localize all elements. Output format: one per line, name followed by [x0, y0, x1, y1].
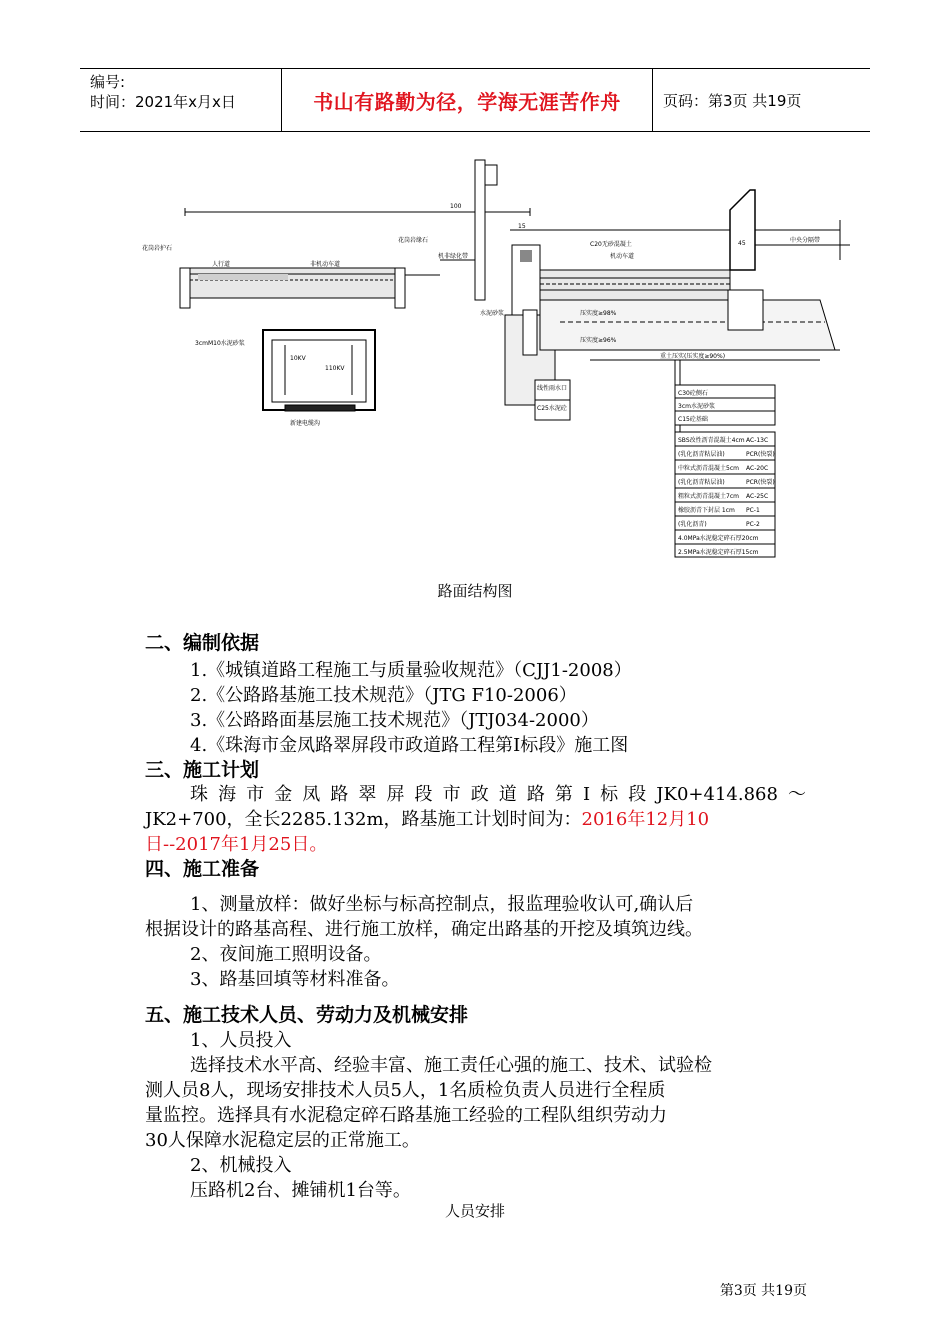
- s5-p1-line-2: 测人员8人，现场安排技术人员5人，1名质检负责人员进行全程质: [145, 1080, 666, 1101]
- time-label: 时间：2021年x月x日: [90, 93, 236, 111]
- legend-code-2: AC-20C: [746, 465, 769, 472]
- label-conc: C20无砂混凝土: [590, 241, 632, 248]
- label-dim1: 100: [450, 203, 462, 210]
- s4-p1-line-2: 根据设计的路基高程、进行施工放样，确定出路基的开挖及填筑边线。: [145, 919, 703, 940]
- legend-code-6: PC-2: [746, 521, 760, 528]
- road-structure-drawing: [140, 150, 850, 570]
- curb-legend-3: C15砼基础: [678, 416, 708, 423]
- motto: 书山有路勤为径，学海无涯苦作舟: [313, 89, 621, 114]
- label-grate: 线性雨水口: [537, 385, 568, 392]
- label-base: 重土压实(压实度≥90%): [660, 353, 726, 360]
- page-code: 页码：第3页 共19页: [663, 91, 802, 110]
- section-4-title: 四、施工准备: [145, 858, 260, 880]
- label-motor: 机动车道: [610, 253, 635, 260]
- section-3-title: 三、施工计划: [145, 759, 260, 781]
- curb-legend-1: C30砼侧石: [678, 390, 708, 397]
- table-caption: 人员安排: [444, 1202, 505, 1220]
- legend-code-5: PC-1: [746, 507, 760, 514]
- number-label: 编号:: [90, 73, 126, 91]
- label-drain: 水泥砂浆: [480, 310, 505, 317]
- label-curb2: 花岗岩缘石: [398, 237, 429, 244]
- legend-code-1: PCR(快裂): [746, 451, 775, 458]
- legend-name-0: SBS改性沥青混凝土4cm: [678, 437, 745, 444]
- curb-legend-2: 3cm水泥砂浆: [678, 403, 715, 410]
- legend-code-0: AC-13C: [746, 437, 769, 444]
- legend-name-8: 2.5MPa水泥稳定碎石厚15cm: [678, 549, 759, 556]
- label-greenbelt: 机非绿化带: [438, 253, 469, 260]
- header-motto-cell: [281, 69, 653, 131]
- s3-date-start: 2016年12月10: [581, 809, 710, 830]
- label-v2: 110KV: [325, 365, 345, 372]
- label-v1: 10KV: [290, 355, 306, 362]
- page-footer: 第3页 共19页: [719, 1283, 807, 1299]
- s5-p1-line-3: 量监控。选择具有水泥稳定碎石路基施工经验的工程队组织劳动力: [145, 1105, 667, 1126]
- s2-item-3: 3.《公路路面基层施工技术规范》（JTJ034-2000）: [190, 710, 599, 731]
- legend-name-4: 粗粒式沥青混凝土7cm: [678, 493, 739, 500]
- legend-code-4: AC-25C: [746, 493, 769, 500]
- s4-p2: 2、夜间施工照明设备。: [190, 944, 382, 965]
- s5-sub-2: 2、机械投入: [190, 1155, 292, 1176]
- label-curb1: 花岗岩护石: [142, 245, 173, 252]
- figure-caption: 路面结构图: [437, 582, 513, 600]
- label-mortar: 3cmM10水泥砂浆: [195, 340, 245, 347]
- s5-p1-line-4: 30人保障水泥稳定层的正常施工。: [145, 1130, 420, 1151]
- section-5-title: 五、施工技术人员、劳动力及机械安排: [145, 1004, 469, 1026]
- label-nonmotor: 非机动车道: [310, 261, 341, 268]
- section-2-title: 二、编制依据: [145, 632, 260, 654]
- legend-name-2: 中粒式沥青混凝土5cm: [678, 465, 739, 472]
- label-dim2: 15: [518, 223, 526, 230]
- s5-p1-line-1: 选择技术水平高、经验丰富、施工责任心强的施工、技术、试验检: [190, 1055, 712, 1076]
- label-c25: C25水泥砼: [537, 405, 567, 412]
- s2-item-2: 2.《公路路基施工技术规范》（JTG F10-2006）: [190, 685, 577, 706]
- legend-name-6: (乳化沥青): [678, 521, 707, 528]
- header-meta: [80, 69, 280, 131]
- label-compact1: 压实度≥98%: [580, 310, 617, 317]
- legend-name-3: (乳化沥青粘层油): [678, 479, 725, 486]
- page-header: [80, 68, 870, 132]
- s4-p1-line-1: 1、测量放样：做好坐标与标高控制点，报监理验收认可,确认后: [190, 894, 694, 915]
- legend-name-7: 4.0MPa水泥稳定碎石厚20cm: [678, 535, 759, 542]
- label-pedestrian: 人行道: [212, 261, 231, 268]
- s3-line-2-text: JK2+700，全长2285.132m，路基施工计划时间为：: [145, 809, 582, 830]
- s2-item-4: 4.《珠海市金凤路翠屏段市政道路工程第Ⅰ标段》施工图: [190, 735, 629, 756]
- s3-line-1: 珠海市金凤路翠屏段市政道路第Ⅰ标段JK0+414.868～: [190, 784, 806, 805]
- label-median: 中央分隔带: [790, 237, 821, 244]
- s5-p2: 压路机2台、摊铺机1台等。: [190, 1180, 411, 1201]
- legend-name-1: (乳化沥青粘层油): [678, 451, 725, 458]
- label-cable: 新建电缆沟: [290, 420, 321, 427]
- s5-sub-1: 1、人员投入: [190, 1030, 292, 1051]
- s2-item-1: 1.《城镇道路工程施工与质量验收规范》（CJJ1-2008）: [190, 660, 632, 681]
- legend-name-5: 橡胶沥青下封层 1cm: [678, 507, 735, 514]
- s4-p3: 3、路基回填等材料准备。: [190, 969, 400, 990]
- legend-code-3: PCR(快裂): [746, 479, 775, 486]
- s3-line-3: 日--2017年1月25日。: [145, 834, 328, 855]
- s3-line-2: [145, 805, 709, 831]
- label-dim3: 45: [738, 240, 746, 247]
- label-compact2: 压实度≥96%: [580, 337, 617, 344]
